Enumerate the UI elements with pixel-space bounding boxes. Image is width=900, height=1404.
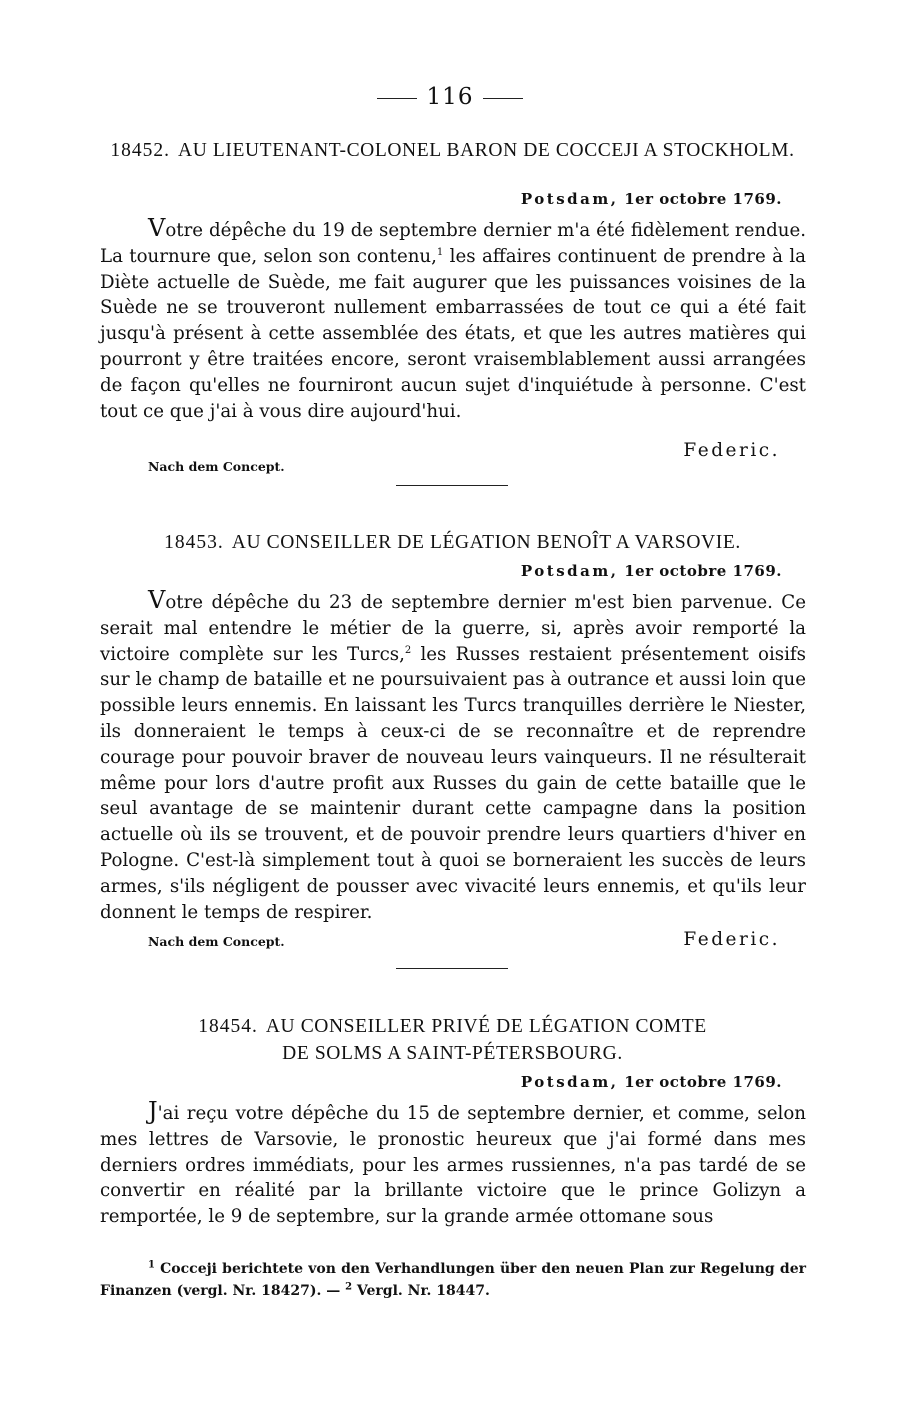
letter-heading bbox=[100, 529, 805, 556]
body-text: otre dépêche du 19 de septembre dernier m'a été fidèlement rendue. La tournure que, selon son contenu, bbox=[100, 220, 806, 267]
letter-title: AU LIEUTENANT-COLONEL BARON DE COCCEJI A STOCKHOLM. bbox=[178, 140, 795, 161]
letter-place: Potsdam, bbox=[520, 562, 619, 580]
body-text: 'ai reçu votre dépêche du 15 de septembre dernier, et comme, selon mes lettres de Varsovie, le pronostic heureux que j'ai formé dans mes derniers ordres immédiats, pour les armes russiennes, n'a pas tardé de se convertir en réalité par la brillante victoire que le prince Golizyn a remportée, le 9 de septembre, sur la grande armée ottomane sous bbox=[100, 1103, 806, 1228]
letter-title-line2: DE SOLMS A SAINT-PÉTERSBOURG. bbox=[282, 1043, 623, 1064]
section-divider bbox=[396, 968, 508, 969]
footnote-ref: 2 bbox=[404, 644, 412, 656]
letter-number: 18452. bbox=[110, 140, 171, 161]
letter-heading bbox=[100, 137, 805, 164]
footnote-mark: 1 bbox=[148, 1259, 155, 1271]
letter-body bbox=[100, 216, 806, 424]
footnote-mark: 2 bbox=[345, 1281, 353, 1293]
letter-title: AU CONSEILLER PRIVÉ DE LÉGATION COMTE bbox=[265, 1016, 707, 1037]
letter-date: 1er octobre 1769. bbox=[624, 1073, 782, 1091]
letter-date: 1er octobre 1769. bbox=[624, 562, 782, 580]
source-note: Nach dem Concept. bbox=[148, 934, 285, 949]
divider bbox=[377, 98, 417, 99]
initial-letter: V bbox=[148, 586, 166, 614]
signature: Federic. bbox=[683, 440, 780, 461]
divider bbox=[483, 98, 523, 99]
letter-number: 18454. bbox=[198, 1016, 258, 1037]
letter-dateline bbox=[521, 190, 782, 208]
signature: Federic. bbox=[683, 929, 780, 950]
source-note: Nach dem Concept. bbox=[148, 459, 285, 474]
letter-body bbox=[100, 588, 806, 925]
footnotes bbox=[100, 1258, 806, 1302]
letter-title: AU CONSEILLER DE LÉGATION BENOÎT A VARSOVIE. bbox=[231, 532, 741, 553]
letter-date: 1er octobre 1769. bbox=[624, 190, 782, 208]
body-text: les affaires continuent de prendre à la Diète actuelle de Suède, me fait augurer que les puissances voisines de la Suède ne se trouveront nullement embarrassées de tout ce qui a été fait jusqu'à présent à cette assemblée des états, et que les autres matières qui pourront y être traitées encore, seront vraisemblablement aussi arrangées de façon qu'elles ne fourniront aucun sujet d'inquiétude à personne. C'est tout ce que j'ai à vous dire aujourd'hui. bbox=[100, 245, 807, 422]
footnote-text: Vergl. Nr. 18447. bbox=[352, 1283, 490, 1299]
letter-dateline bbox=[521, 562, 782, 580]
page-number-text: 116 bbox=[426, 84, 474, 110]
letter-place: Potsdam, bbox=[520, 190, 619, 208]
letter-dateline bbox=[521, 1073, 782, 1091]
footnote-ref: 1 bbox=[436, 246, 444, 258]
letter-body bbox=[100, 1099, 806, 1230]
initial-letter: V bbox=[148, 214, 166, 242]
body-text: otre dépêche du 23 de septembre dernier m'est bien parvenue. Ce serait mal entendre le métier de la guerre, si, après avoir remporté la victoire complète sur les Turcs, bbox=[100, 592, 806, 665]
initial-letter: J bbox=[148, 1097, 158, 1125]
footnote-text: Cocceji berichtete von den Verhandlungen über den neuen Plan zur Regelung der Finanzen (vergl. Nr. 18427). — bbox=[100, 1261, 806, 1299]
page-number bbox=[0, 84, 900, 110]
body-text: les Russes restaient présentement oisifs sur le champ de bataille et ne poursuivaient pas à outrance et aussi loin que possible leurs ennemis. En laissant les Turcs tranquilles derrière le Niester, ils donneraient le temps à ceux-ci de se reconnaître et de reprendre courage pour pouvoir braver de nouveau leurs vainqueurs. Il ne résulterait même pour lors d'autre profit aux Russes du gain de cette bataille que le seul avantage de se maintenir durant cette campagne dans la position actuelle où ils se trouvent, et de pouvoir prendre leurs quartiers d'hiver en Pologne. C'est-là simplement tout à quoi se borneraient les succès de leurs armes, s'ils négligent de pousser avec vivacité leurs ennemis, et qu'ils leur donnent le temps de respirer. bbox=[100, 643, 806, 923]
letter-heading bbox=[100, 1013, 805, 1067]
letter-place: Potsdam, bbox=[520, 1073, 619, 1091]
section-divider bbox=[396, 485, 508, 486]
letter-number: 18453. bbox=[164, 532, 224, 553]
